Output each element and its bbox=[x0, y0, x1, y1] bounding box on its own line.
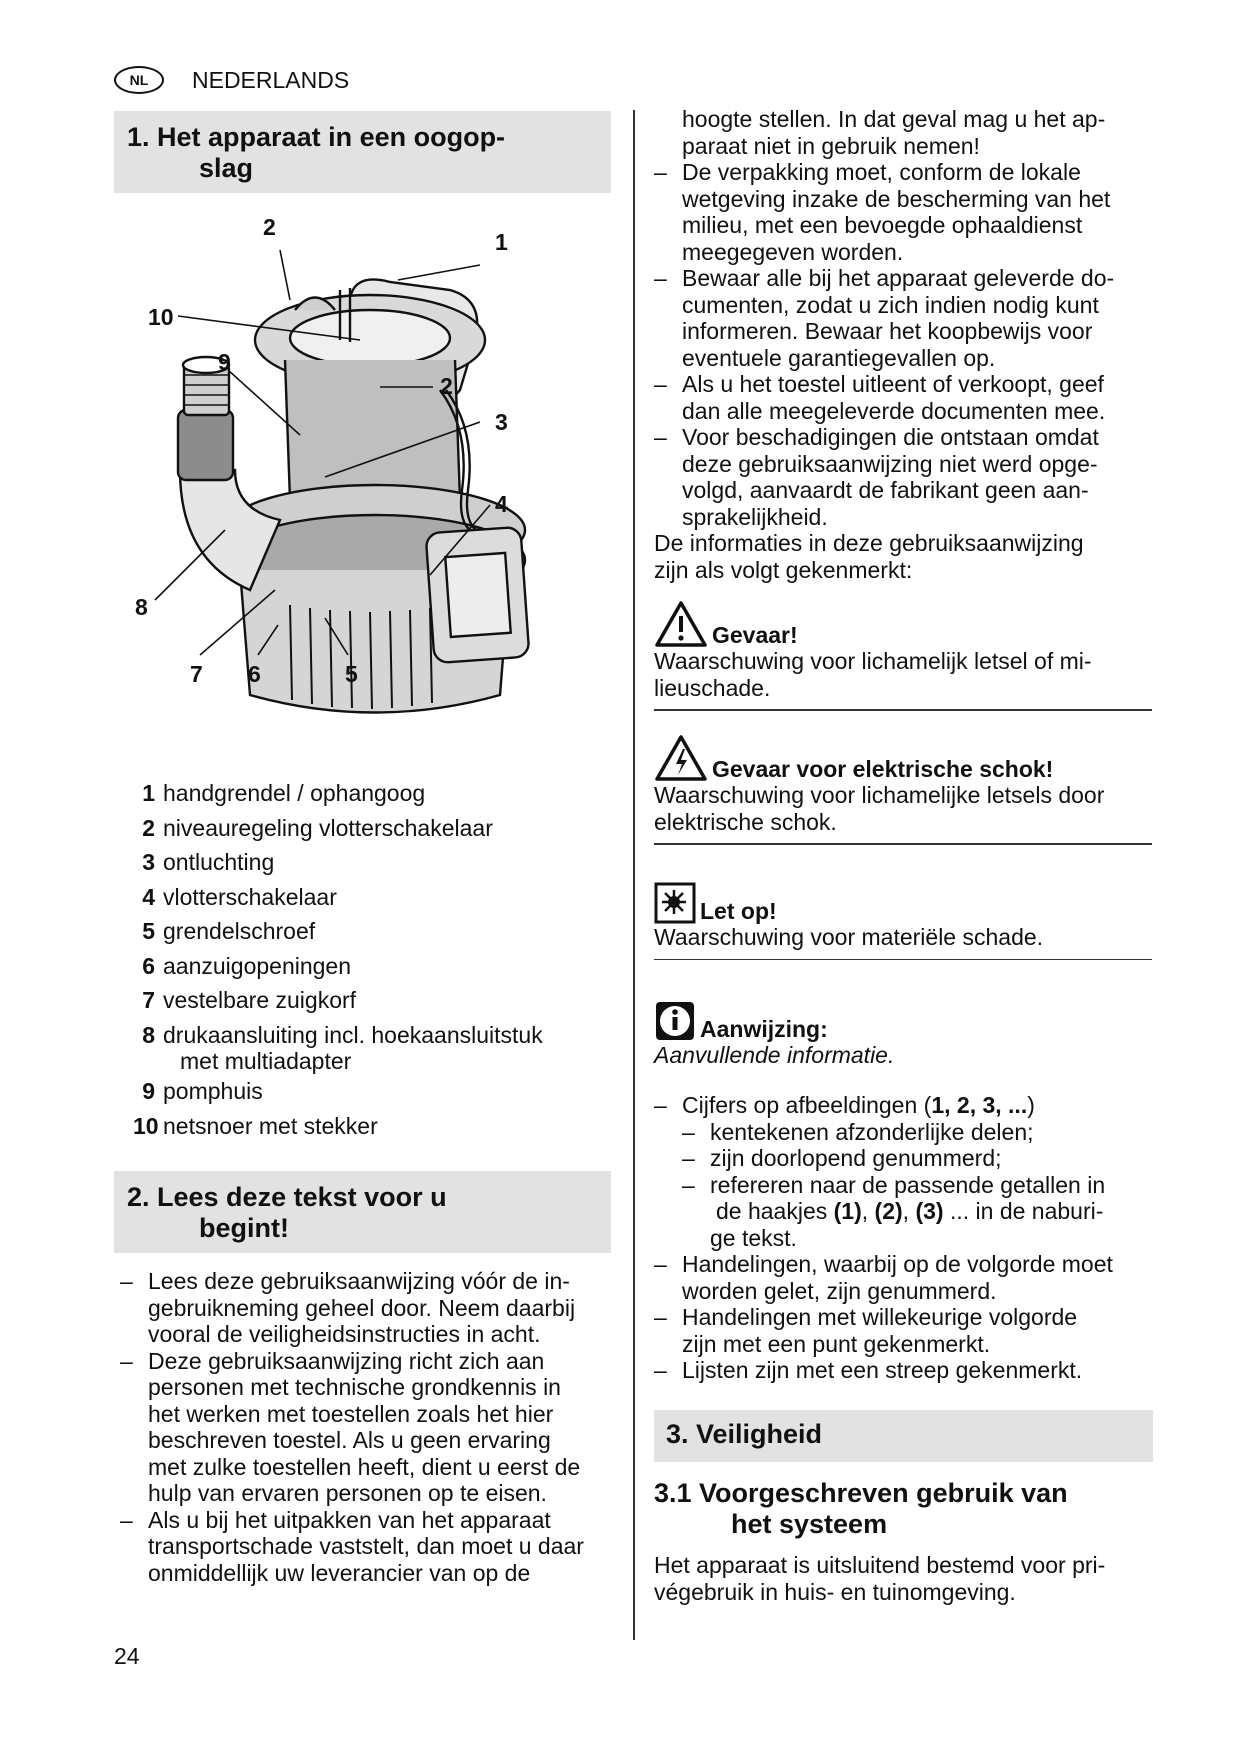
text-line: hulp van ervaren personen op te eisen. bbox=[148, 1480, 547, 1506]
callout-7: 7 bbox=[190, 661, 203, 687]
separator-line bbox=[654, 843, 1152, 845]
list-item bbox=[133, 918, 633, 953]
list-item: – Voor beschadigingen die ontstaan omdat deze gebruiksaanwijzing niet werd opge- volgd, aanvaardt de fabrikant geen aan- sprakelijkheid. bbox=[654, 424, 1154, 530]
text-line bbox=[710, 1198, 1154, 1225]
part-label: aanzuigopeningen bbox=[163, 952, 352, 979]
text-line: deze gebruiksaanwijzing niet werd opge- bbox=[682, 450, 1098, 477]
warning-danger bbox=[654, 600, 1152, 711]
text-line: ge tekst. bbox=[710, 1224, 797, 1251]
list-item: – refereren naar de passende getallen in de haakjes (1), (2), (3) ... in de naburi- ge tekst. bbox=[682, 1172, 1154, 1252]
text-line: Lijsten zijn met een streep gekenmerkt. bbox=[682, 1357, 1083, 1383]
warning-title: Gevaar voor elektrische schok! bbox=[712, 755, 1054, 782]
text-line: het werken met toestellen zoals het hier bbox=[148, 1400, 554, 1427]
part-number: 7 bbox=[142, 987, 155, 1013]
text-line: beschreven toestel. Als u geen ervaring bbox=[148, 1427, 551, 1453]
part-number: 10 bbox=[133, 1112, 159, 1139]
list-item: – Handelingen met willekeurige volgorde zijn met een punt gekenmerkt. bbox=[654, 1304, 1154, 1357]
text-line: dan alle meegeleverde documenten mee. bbox=[682, 397, 1106, 424]
part-label-continuation: met multiadapter bbox=[180, 1048, 352, 1074]
list-item: – Cijfers op afbeeldingen (1, 2, 3, ...) – kentekenen afzonderlijke delen; – zijn doorlopend genummerd; – refereren naar de passende getallen in de haakjes (1), (2), (3) ... in de naburi- ge tekst. bbox=[654, 1092, 1154, 1251]
list-item: – Als u het toestel uitleent of verkoopt, geef dan alle meegeleverde documenten mee. bbox=[654, 371, 1154, 424]
part-number: 1 bbox=[142, 780, 155, 806]
text-fragment: Cijfers op afbeeldingen ( bbox=[682, 1092, 932, 1118]
text-line: hoogte stellen. In dat geval mag u het ap- bbox=[682, 106, 1106, 132]
list-item bbox=[133, 987, 633, 1022]
info-icon bbox=[654, 1000, 696, 1042]
text-line: zijn doorlopend genummerd; bbox=[710, 1145, 1002, 1171]
page-number: 24 bbox=[114, 1643, 140, 1669]
section-2-title-line1: 2. Lees deze tekst voor u bbox=[127, 1182, 447, 1212]
text-line: cumenten, zodat u zich indien nodig kunt bbox=[682, 291, 1099, 318]
list-item: – Lees deze gebruiksaanwijzing vóór de in- gebruikneming geheel door. Neem daarbij vooral de veiligheidsinstructies in acht. bbox=[120, 1268, 620, 1348]
text-fragment: ) bbox=[1027, 1092, 1035, 1118]
separator-line bbox=[654, 959, 1152, 961]
part-number: 4 bbox=[142, 883, 155, 910]
text-line: gebruikneming geheel door. Neem daarbij bbox=[148, 1294, 576, 1321]
section-1-heading bbox=[114, 111, 611, 193]
text-line: informeren. Bewaar het koopbewijs voor bbox=[682, 318, 1093, 344]
text-line: Het apparaat is uitsluitend bestemd voor pri- bbox=[654, 1552, 1106, 1578]
part-label: niveauregeling vlotterschakelaar bbox=[163, 814, 493, 841]
part-number: 8 bbox=[142, 1021, 155, 1048]
caution-icon bbox=[654, 882, 696, 924]
text-line: Waarschuwing voor lichamelijke letsels door bbox=[654, 782, 1105, 808]
electric-shock-icon bbox=[654, 734, 708, 782]
text-fragment: , bbox=[861, 1198, 875, 1224]
part-number: 6 bbox=[142, 952, 155, 979]
bold-fragment: (1) bbox=[833, 1198, 862, 1224]
text-line: vooral de veiligheidsinstructies in acht. bbox=[148, 1321, 541, 1347]
text-line: transportschade vaststelt, dan moet u daar bbox=[148, 1533, 584, 1559]
callout-5: 5 bbox=[345, 661, 358, 687]
list-item: – Deze gebruiksaanwijzing richt zich aan personen met technische grondkennis in het werken met toestellen zoals het hier beschreven toestel. Als u geen ervaring met zulke toestellen heeft, dient u eerst de hulp van ervaren personen op te eisen. bbox=[120, 1348, 620, 1507]
callout-8: 8 bbox=[135, 594, 148, 620]
section-2-body bbox=[120, 1268, 620, 1586]
text-line: Waarschuwing voor lichamelijk letsel of mi- bbox=[654, 648, 1092, 674]
warning-electric-shock bbox=[654, 734, 1152, 845]
text-line: végebruik in huis- en tuinomgeving. bbox=[654, 1578, 1016, 1605]
list-item bbox=[133, 849, 633, 884]
text-line: De verpakking moet, conform de lokale bbox=[682, 159, 1081, 185]
part-label: grendelschroef bbox=[163, 918, 316, 944]
warning-triangle-icon bbox=[654, 600, 708, 648]
list-item: – Lijsten zijn met een streep gekenmerkt. bbox=[654, 1357, 1154, 1384]
part-label: ontluchting bbox=[163, 849, 275, 875]
text-line: Waarschuwing voor materiële schade. bbox=[654, 924, 1044, 950]
separator-line bbox=[654, 709, 1152, 711]
section-2-heading bbox=[114, 1171, 611, 1253]
text-line: Handelingen, waarbij op de volgorde moet bbox=[682, 1251, 1113, 1277]
text-line: milieu, met een bevoegde ophaaldienst bbox=[682, 212, 1083, 238]
bold-fragment: (3) bbox=[915, 1198, 944, 1224]
list-item: – zijn doorlopend genummerd; bbox=[682, 1145, 1154, 1172]
callout-4: 4 bbox=[495, 491, 508, 517]
text-line: volgd, aanvaardt de fabrikant geen aan- bbox=[682, 477, 1089, 503]
list-item bbox=[133, 1078, 633, 1113]
parts-list bbox=[133, 780, 633, 1147]
list-item: – Handelingen, waarbij op de volgorde moet worden gelet, zijn genummerd. bbox=[654, 1251, 1154, 1304]
text-line: met zulke toestellen heeft, dient u eerst de bbox=[148, 1453, 581, 1480]
section-3-1-title-line1: 3.1 Voorgeschreven gebruik van bbox=[654, 1478, 1068, 1508]
text-line: refereren naar de passende getallen in bbox=[710, 1171, 1106, 1198]
text-line: personen met technische grondkennis in bbox=[148, 1374, 561, 1400]
text-line: Als u het toestel uitleent of verkoopt, geef bbox=[682, 371, 1104, 397]
part-label: vestelbare zuigkorf bbox=[163, 987, 357, 1013]
text-line: De informaties in deze gebruiksaanwijzing bbox=[654, 530, 1084, 556]
part-label: vlotterschakelaar bbox=[163, 883, 337, 910]
section-3-title: 3. Veiligheid bbox=[666, 1419, 823, 1449]
part-number: 2 bbox=[142, 814, 155, 841]
text-line: meegegeven worden. bbox=[682, 238, 904, 265]
text-line: kentekenen afzonderlijke delen; bbox=[710, 1118, 1034, 1145]
text-line: Deze gebruiksaanwijzing richt zich aan bbox=[148, 1347, 545, 1374]
callout-2-top: 2 bbox=[263, 214, 276, 240]
section-3-1-title-line2: het systeem bbox=[731, 1509, 888, 1539]
text-line: lieuschade. bbox=[654, 674, 771, 701]
list-item bbox=[133, 780, 633, 815]
list-item: – Bewaar alle bij het apparaat geleverde do- cumenten, zodat u zich indien nodig kunt informeren. Bewaar het koopbewijs voor eventuele garantiegevallen op. bbox=[654, 265, 1154, 371]
warning-title: Let op! bbox=[700, 897, 777, 924]
list-item: – De verpakking moet, conform de lokale wetgeving inzake de bescherming van het milieu, met een bevoegde ophaaldienst meegegeven worden. bbox=[654, 159, 1154, 265]
warning-caution bbox=[654, 882, 1152, 960]
list-item bbox=[133, 1113, 633, 1148]
section-3-heading bbox=[654, 1410, 1153, 1462]
callout-2-right: 2 bbox=[440, 373, 453, 399]
language-label: NEDERLANDS bbox=[192, 66, 350, 93]
text-line: Bewaar alle bij het apparaat geleverde do- bbox=[682, 265, 1115, 291]
list-item: – kentekenen afzonderlijke delen; bbox=[682, 1119, 1154, 1146]
warning-title: Gevaar! bbox=[712, 621, 798, 648]
list-item bbox=[133, 884, 633, 919]
text-line bbox=[682, 1092, 1154, 1119]
text-line: eventuele garantiegevallen op. bbox=[682, 344, 996, 371]
part-number: 9 bbox=[142, 1078, 155, 1104]
text-line: worden gelet, zijn genummerd. bbox=[682, 1277, 997, 1304]
text-line: Aanvullende informatie. bbox=[654, 1042, 895, 1068]
part-label: pomphuis bbox=[163, 1078, 263, 1104]
text-line: Voor beschadigingen die ontstaan omdat bbox=[682, 424, 1099, 450]
section-3-1-body bbox=[654, 1552, 1154, 1605]
text-fragment: de haakjes bbox=[716, 1198, 834, 1224]
warning-title: Aanwijzing: bbox=[700, 1015, 828, 1042]
list-item: – Als u bij het uitpakken van het apparaat transportschade vaststelt, dan moet u daar onmiddellijk uw leverancier van op de bbox=[120, 1507, 620, 1587]
section-3-1-heading bbox=[654, 1478, 1153, 1540]
text-fragment: ... in de naburi- bbox=[943, 1198, 1104, 1224]
right-column-top bbox=[654, 106, 1154, 583]
conventions-list bbox=[654, 1092, 1154, 1384]
text-line: Als u bij het uitpakken van het apparaat bbox=[148, 1506, 551, 1533]
section-1-title-line2: slag bbox=[199, 153, 254, 183]
column-divider bbox=[633, 110, 635, 1640]
list-item bbox=[133, 815, 633, 850]
callout-3: 3 bbox=[495, 409, 508, 435]
part-label: handgrendel / ophangoog bbox=[163, 780, 426, 806]
section-2-title-line2: begint! bbox=[199, 1213, 289, 1243]
text-line: onmiddellijk uw leverancier van op de bbox=[148, 1559, 531, 1586]
pump-illustration bbox=[135, 214, 600, 760]
part-number: 5 bbox=[142, 918, 155, 944]
callout-9: 9 bbox=[218, 349, 231, 375]
text-line: Lees deze gebruiksaanwijzing vóór de in- bbox=[148, 1268, 570, 1294]
text-line: zijn met een punt gekenmerkt. bbox=[682, 1330, 991, 1357]
callout-6: 6 bbox=[248, 661, 261, 687]
note-info bbox=[654, 1000, 1152, 1069]
text-line: paraat niet in gebruik nemen! bbox=[682, 132, 980, 159]
part-number: 3 bbox=[142, 849, 155, 875]
section-1-title-line1: 1. Het apparaat in een oogop- bbox=[127, 122, 506, 152]
part-label: netsnoer met stekker bbox=[163, 1112, 378, 1139]
text-fragment: , bbox=[902, 1198, 916, 1224]
text-line: Handelingen met willekeurige volgorde bbox=[682, 1304, 1078, 1330]
bold-fragment: 1, 2, 3, ... bbox=[931, 1092, 1028, 1118]
bold-fragment: (2) bbox=[874, 1198, 903, 1224]
text-line: sprakelijkheid. bbox=[682, 503, 828, 530]
list-item bbox=[133, 953, 633, 988]
callout-1: 1 bbox=[495, 229, 508, 255]
text-line: wetgeving inzake de bescherming van het bbox=[682, 185, 1111, 212]
part-label: drukaansluiting incl. hoekaansluitstuk bbox=[163, 1021, 543, 1048]
callout-10: 10 bbox=[148, 304, 174, 330]
language-header bbox=[114, 66, 349, 94]
text-line: elektrische schok. bbox=[654, 808, 837, 835]
text-line: zijn als volgt gekenmerkt: bbox=[654, 556, 913, 583]
language-badge: NL bbox=[114, 66, 164, 94]
